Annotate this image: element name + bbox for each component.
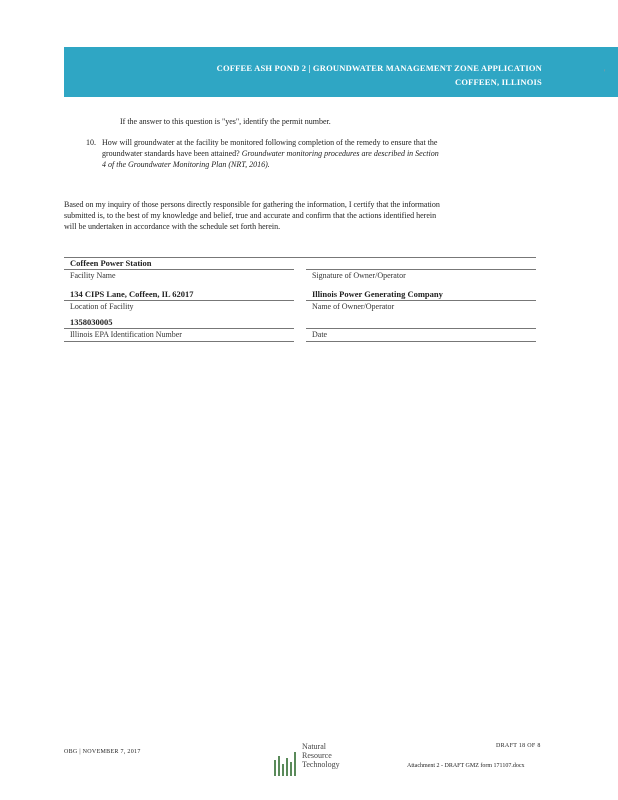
owner-value: Illinois Power Generating Company [312, 289, 443, 299]
bottom-rule-left [64, 341, 294, 342]
owner-rule [306, 300, 536, 301]
epa-id-rule [64, 328, 294, 329]
header-location: COFFEEN, ILLINOIS [454, 77, 542, 87]
item10-line1: How will groundwater at the facility be monitored following completion of the remedy to ensure that the [102, 138, 438, 147]
owner-label: Name of Owner/Operator [312, 302, 395, 311]
edge-mark: ' [604, 68, 606, 77]
footer-filename: Attachment 2 - DRAFT GMZ form 171107.docx [407, 763, 525, 769]
signature-rule [306, 269, 536, 270]
facility-name-rule [64, 269, 294, 270]
certification-line2: submitted is, to the best of my knowledge and belief, true and accurate and confirm that the actions identified herein [64, 211, 437, 220]
epa-id-value: 1358030005 [70, 317, 113, 327]
item-prev-text: If the answer to this question is "yes", identify the permit number. [120, 117, 331, 126]
item10-line2 [102, 148, 439, 159]
footer-date: OBG | NOVEMBER 7, 2017 [64, 749, 141, 755]
certification-line1: Based on my inquiry of those persons directly responsible for gathering the information, I certify that the information [64, 200, 440, 209]
location-label: Location of Facility [70, 302, 134, 311]
bottom-rule-right [306, 341, 536, 342]
signature-label: Signature of Owner/Operator [312, 271, 406, 280]
facility-name-value: Coffeen Power Station [70, 258, 152, 268]
item10-answer-part1: Groundwater monitoring procedures are described in Section [241, 149, 439, 158]
certification-line3: will be undertaken in accordance with the schedule set forth herein. [64, 222, 281, 231]
date-rule [306, 328, 536, 329]
item10-answer-part2: 4 of the Groundwater Monitoring Plan (NRT, 2016). [102, 160, 270, 169]
location-value: 134 CIPS Lane, Coffeen, IL 62017 [70, 289, 194, 299]
nrt-logo-text [302, 742, 340, 769]
epa-id-label: Illinois EPA Identification Number [70, 330, 182, 339]
date-label: Date [312, 330, 328, 339]
header-title: COFFEE ASH POND 2 | GROUNDWATER MANAGEMENT ZONE APPLICATION [216, 63, 542, 73]
location-rule [64, 300, 294, 301]
item10-number: 10. [86, 138, 96, 147]
logo-line1: Natural [302, 742, 326, 751]
logo-line2: Resource [302, 751, 332, 760]
header-band [64, 47, 618, 97]
logo-line3: Technology [302, 760, 340, 769]
facility-name-label: Facility Name [70, 271, 116, 280]
footer-page-number: DRAFT 18 OF 8 [496, 743, 541, 749]
item10-question: groundwater standards have been attained? [102, 149, 240, 158]
